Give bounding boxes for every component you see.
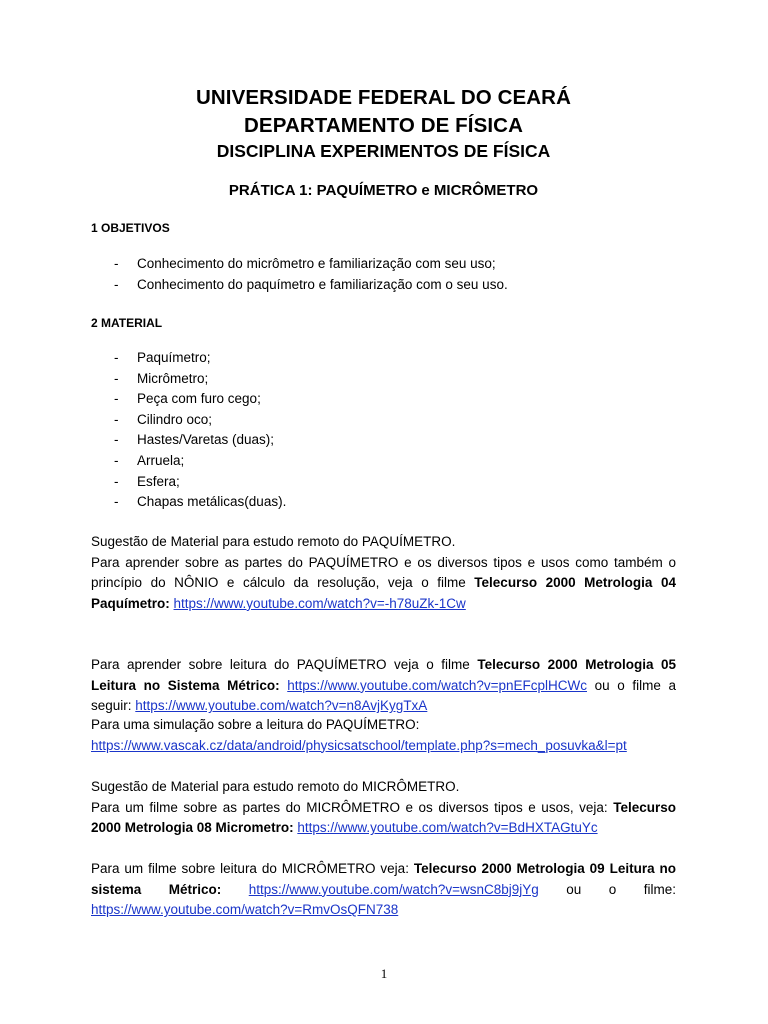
paragraph-text: Para um filme sobre leitura do MICRÔMETRO veja: — [91, 861, 409, 876]
paragraph-line — [91, 655, 676, 676]
paragraph-text: ou o filme: — [566, 881, 676, 897]
material-text: Chapas metálicas(duas). — [137, 494, 287, 510]
bullet-dash: - — [114, 411, 119, 427]
paragraph-line — [91, 798, 676, 819]
video-title: sistema Métrico: — [91, 881, 222, 897]
paragraph-line — [91, 676, 676, 697]
list-item — [91, 472, 676, 493]
bullet-dash: - — [114, 391, 119, 407]
bullet-dash: - — [114, 473, 119, 489]
paragraph-line — [91, 594, 676, 615]
material-text: Hastes/Varetas (duas); — [137, 432, 275, 448]
material-list — [91, 348, 676, 513]
paquimetro-simulation-link[interactable]: https://www.vascak.cz/data/android/physicsatschool/template.php?s=mech_posuvka&l=pt — [91, 737, 627, 753]
paragraph-line — [91, 900, 676, 921]
paquimetro-reading-alt-link[interactable]: https://www.youtube.com/watch?v=n8AvjKygTxA — [135, 698, 428, 714]
paragraph-line — [91, 859, 676, 880]
bullet-dash: - — [114, 452, 119, 468]
objectives-list — [91, 254, 676, 295]
material-heading: 2 MATERIAL — [91, 316, 163, 330]
objective-text: Conhecimento do micrômetro e familiarização com seu uso; — [137, 256, 496, 271]
list-item — [91, 430, 676, 451]
bullet-dash: - — [114, 256, 119, 271]
material-text: Cilindro oco; — [137, 411, 213, 427]
list-item — [91, 492, 676, 513]
paragraph-text: Para um filme sobre as partes do MICRÔMETRO e os diversos tipos e usos, veja: — [91, 799, 608, 815]
video-title: Telecurso 2000 Metrologia 04 — [474, 575, 676, 591]
video-title: Telecurso 2000 Metrologia 09 Leitura no — [413, 861, 676, 876]
micrometro-reading-alt-link[interactable]: https://www.youtube.com/watch?v=RmvOsQFN738 — [91, 902, 399, 918]
paquimetro-reading-link[interactable]: https://www.youtube.com/watch?v=pnEFcplHCWc — [287, 677, 587, 693]
paragraph-line: Para uma simulação sobre a leitura do PAQUÍMETRO: — [91, 717, 420, 732]
video-title: Leitura no Sistema Métrico: — [91, 677, 280, 693]
video-title: 2000 Metrologia 08 Micrometro: — [91, 820, 294, 836]
material-text: Arruela; — [137, 452, 185, 468]
list-item — [91, 389, 676, 410]
paragraph-line — [91, 573, 676, 594]
material-text: Peça com furo cego; — [137, 391, 261, 407]
paquimetro-simulation-paragraph — [91, 715, 676, 756]
bullet-dash: - — [114, 276, 119, 292]
objective-text: Conhecimento do paquímetro e familiarização com o seu uso. — [137, 276, 508, 292]
page-number: 1 — [380, 966, 388, 981]
practice-title: PRÁTICA 1: PAQUÍMETRO e MICRÔMETRO — [228, 182, 539, 199]
paragraph-line — [91, 880, 676, 901]
material-text: Micrômetro; — [137, 370, 209, 386]
paquimetro-parts-link[interactable]: https://www.youtube.com/watch?v=-h78uZk-1Cw — [173, 595, 466, 611]
list-item — [91, 254, 676, 275]
discipline-title: DISCIPLINA EXPERIMENTOS DE FÍSICA — [216, 141, 551, 161]
paragraph-line — [91, 818, 676, 839]
paragraph-line — [91, 736, 676, 757]
video-title: Telecurso — [613, 799, 676, 815]
paragraph-text: princípio do NÔNIO e cálculo da resolução, veja o filme — [91, 575, 466, 591]
micrometro-reading-link[interactable]: https://www.youtube.com/watch?v=wsnC8bj9jYg — [248, 881, 539, 897]
paquimetro-parts-paragraph — [91, 532, 676, 614]
paragraph-text: ou o filme a — [594, 677, 676, 693]
video-title: Paquímetro: — [91, 595, 170, 611]
paquimetro-intro: Sugestão de Material para estudo remoto do PAQUÍMETRO. — [91, 534, 456, 549]
list-item — [91, 369, 676, 390]
paragraph-text: Para aprender sobre as partes do PAQUÍMETRO e os diversos tipos e usos como também o — [91, 554, 676, 570]
paragraph-text: Para aprender sobre leitura do PAQUÍMETRO veja o filme — [91, 657, 470, 672]
list-item — [91, 451, 676, 472]
university-title: UNIVERSIDADE FEDERAL DO CEARÁ — [196, 86, 571, 109]
bullet-dash: - — [114, 494, 119, 510]
list-item — [91, 410, 676, 431]
bullet-dash: - — [114, 432, 119, 448]
bullet-dash: - — [114, 350, 119, 365]
video-title: Telecurso 2000 Metrologia 05 — [477, 657, 676, 672]
list-item — [91, 275, 676, 296]
list-item — [91, 348, 676, 369]
micrometro-reading-paragraph — [91, 859, 676, 921]
micrometro-intro: Sugestão de Material para estudo remoto do MICRÔMETRO. — [91, 779, 460, 794]
paragraph-line — [91, 696, 676, 717]
bullet-dash: - — [114, 370, 119, 386]
objectives-heading: 1 OBJETIVOS — [91, 221, 170, 235]
material-text: Esfera; — [137, 473, 180, 489]
paragraph-text: seguir: — [91, 698, 132, 714]
department-title: DEPARTAMENTO DE FÍSICA — [244, 114, 523, 137]
micrometro-parts-link[interactable]: https://www.youtube.com/watch?v=BdHXTAGtuYc — [297, 820, 598, 836]
paquimetro-reading-paragraph — [91, 655, 676, 717]
material-text: Paquímetro; — [137, 350, 211, 365]
micrometro-parts-paragraph — [91, 777, 676, 839]
paragraph-line — [91, 553, 676, 574]
